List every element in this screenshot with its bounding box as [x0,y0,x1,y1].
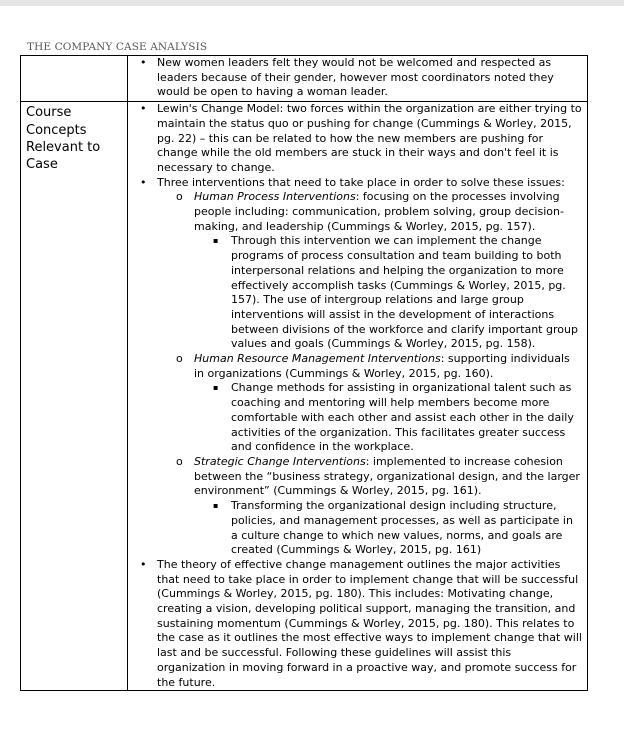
interventions-intro: Three interventions that need to take place in order to solve these issues: [157,175,565,189]
page-header: THE COMPANY CASE ANALYSIS [27,41,208,53]
list-item: ▪ Through this intervention we can implement the change programs of process consultation and team building to both interpersonal relations and helping the organization to more effectively accomplish tasks (Cummings & Worley, 2015, pg. 157). The use of intergroup relations and large group interventions will assist in the development of interactions between divisions of the workforce and clarify important group values and goals (Cummings & Worley, 2015, pg. 158). [213,234,578,351]
list-item: o Human Process Interventions: focusing on the processes involving people including: communication, problem solving, group decision-making, and leadership (Cummings & Worley, 2015, pg. 157). [176,190,564,233]
content-cell [128,102,588,691]
women-leaders-text: New women leaders felt they would not be welcomed and respected as leaders because of their gender, however most coordinators noted they would be open to having a woman leader. [157,56,554,99]
hrm-title: Human Resource Management Interventions [194,352,441,366]
lewin-model-text: Lewin's Change Model: two forces within the organization are either trying to maintain the status quo or pushing for change (Cummings & Worley, 2015, pg. 22) – this can be related to how the new members are pushing for change while the old members are stuck in their ways and don't feel it is necessary to change. [157,102,582,174]
list-item: • Lewin's Change Model: two forces within the organization are either trying to maintain the status quo or pushing for change (Cummings & Worley, 2015, pg. 22) – this can be related to how the new members are pushing for change while the old members are stuck in their ways and don't feel it is necessary to change. [140,102,582,174]
list-item: ▪ Transforming the organizational design including structure, policies, and management processes, as well as participate in a culture change to which new values, norms, and goals are created (Cummings & Worley, 2015, pg. 161) [213,499,573,557]
case-analysis-table [20,55,588,691]
list-item: o Strategic Change Interventions: implemented to increase cohesion between the “business strategy, organizational design, and the larger environment” (Cummings & Worley, 2015, pg. 161). [176,454,580,498]
list-item: • Three interventions that need to take place in order to solve these issues: o Human Process Interventions: focusing on the processes involving people including: communication, problem solving, group decision-making, and leadership (Cummings & Worley, 2015, pg. 157). ▪ Through this intervention we can implement the change programs of process consultation and team building to both interpersonal relations and helping the organization to more effectively accomplish tasks (Cummings & Worley, 2015, pg. 157). The use of intergroup relations and large group interventions will assist in the development of interactions between divisions of the workforce and clarify important group values and goals (Cummings & Worley, 2015, pg. 158). o Human Resource Management Interventions: supporting individuals in organizations (Cummings & Worley, 2015, pg. 160). ▪ Change methods for assisting in organizational talent such as coaching and mentoring will help members become more comfortable with each other and assist each other in the daily activities of the organization. This facilitates greater success and confidence in the workplace. o Strategic Change Interventions: implemented to increase cohesion between the “business strategy, organizational design, and the larger environment” (Cummings & Worley, 2015, pg. 161). ▪ Transforming the organizational design including structure, policies, and management processes, as well as participate in a culture change to which new values, norms, and goals are created (Cummings & Worley, 2015, pg. 161) [132,176,583,558]
change-management-text: The theory of effective change management outlines the major activities that need to take place in order to implement change that will be successful (Cummings & Worley, 2015, pg. 180). This includes: Motivating change, creating a vision, developing political support, managing the transition, and sustaining momentum (Cummings & Worley, 2015, pg. 180). This relates to the case as it outlines the most effective ways to implement change that will last and be successful. Following these guidelines will assist this organization in moving forward in a proactive way, and promote success for the future. [157,557,582,689]
sci-text: : implemented to increase cohesion between the “business strategy, organizational design, and the larger environment” (Cummings & Worley, 2015, pg. 161). [194,454,580,498]
hpi-detail: Through this intervention we can implement the change programs of process consultation and team building to both interpersonal relations and helping the organization to more effectively accomplish tasks (Cummings & Worley, 2015, pg. 157). The use of intergroup relations and large group interventions will assist in the development of interactions between divisions of the workforce and clarify important group values and goals (Cummings & Worley, 2015, pg. 158). [231,234,578,351]
table-row [21,56,588,102]
empty-label-cell [21,56,128,102]
list-item: • New women leaders felt they would not be welcomed and respected as leaders because of their gender, however most coordinators noted they would be open to having a woman leader. [140,56,554,99]
hpi-text: : focusing on the processes involving people including: communication, problem solving, group decision-making, and leadership (Cummings & Worley, 2015, pg. 157). [194,190,564,233]
hrm-detail: Change methods for assisting in organizational talent such as coaching and mentoring will help members become more comfortable with each other and assist each other in the daily activities of the organization. This facilitates greater success and confidence in the workplace. [231,381,574,454]
content-cell [128,56,588,102]
hpi-title: Human Process Interventions [194,190,356,204]
list-item: o Human Resource Management Interventions: supporting individuals in organizations (Cummings & Worley, 2015, pg. 160). [176,352,570,380]
table-row [21,102,588,691]
page-top-edge [0,0,624,6]
sci-detail: Transforming the organizational design including structure, policies, and management processes, as well as participate in a culture change to which new values, norms, and goals are created (Cummings & Worley, 2015, pg. 161) [231,499,573,557]
list-item: ▪ Change methods for assisting in organizational talent such as coaching and mentoring will help members become more comfortable with each other and assist each other in the daily activities of the organization. This facilitates greater success and confidence in the workplace. [213,381,574,454]
sci-title: Strategic Change Interventions [194,454,366,468]
row-label: Course Concepts Relevant to Case [21,102,128,691]
hrm-text: : supporting individuals in organizations (Cummings & Worley, 2015, pg. 160). [194,352,570,380]
list-item: • The theory of effective change management outlines the major activities that need to take place in order to implement change that will be successful (Cummings & Worley, 2015, pg. 180). This includes: Motivating change, creating a vision, developing political support, managing the transition, and sustaining momentum (Cummings & Worley, 2015, pg. 180). This relates to the case as it outlines the most effective ways to implement change that will last and be successful. Following these guidelines will assist this organization in moving forward in a proactive way, and promote success for the future. [140,557,582,689]
